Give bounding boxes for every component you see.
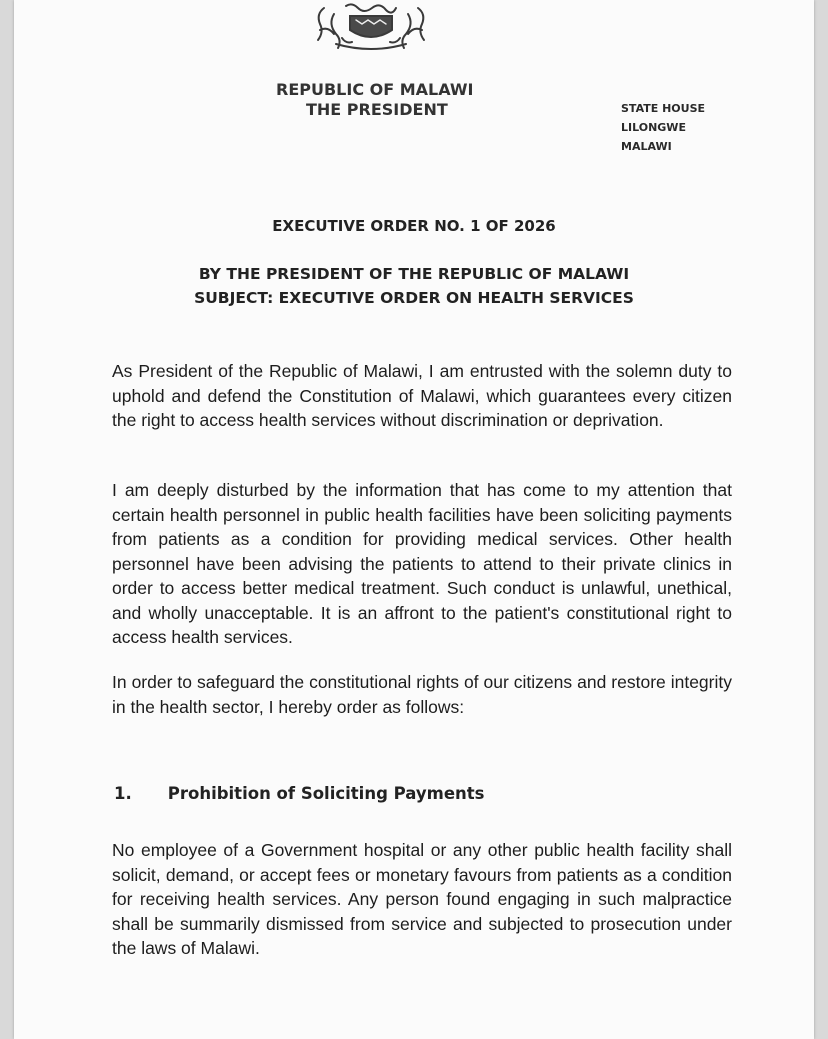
order-subtitle	[14, 262, 814, 310]
section-heading	[114, 784, 485, 803]
letterhead-title	[276, 80, 474, 120]
by-line: BY THE PRESIDENT OF THE REPUBLIC OF MALAWI	[198, 265, 630, 283]
coat-of-arms-emblem	[306, 0, 436, 52]
office-name: THE PRESIDENT	[306, 100, 448, 119]
section-body: No employee of a Government hospital or any other public health facility shall solicit, demand, or accept fees or monetary favours from patients as a condition for receiving health services. Any person found engaging in such malpractice shall be summarily dismissed from service and subjected to prosecution under the laws of Malawi.	[112, 840, 732, 958]
section-title: Prohibition of Soliciting Payments	[167, 784, 485, 803]
document-page	[14, 0, 814, 1039]
order-title: EXECUTIVE ORDER NO. 1 OF 2026	[272, 217, 556, 235]
paragraph-order-intro: In order to safeguard the constitutional rights of our citizens and restore integrity in the health sector, I hereby order as follows:	[112, 672, 732, 717]
paragraph-concern: I am deeply disturbed by the information that has come to my attention that certain health personnel in public health facilities have been soliciting payments from patients as a condition for providing medical services. Other health personnel have been advising the patients to attend to their private clinics in order to access better medical treatment. Such conduct is unlawful, unethical, and wholly unacceptable. It is an affront to the patient's constitutional right to access health services.	[112, 480, 732, 647]
paragraph-preamble: As President of the Republic of Malawi, I am entrusted with the solemn duty to uphold and defend the Constitution of Malawi, which guarantees every citizen the right to access health services without discrimination or deprivation.	[112, 361, 732, 430]
subject-line: SUBJECT: EXECUTIVE ORDER ON HEALTH SERVICES	[194, 289, 634, 307]
address-line: MALAWI	[621, 140, 672, 153]
address-line: STATE HOUSE	[621, 102, 706, 115]
address-line: LILONGWE	[621, 121, 686, 134]
section-number: 1.	[114, 784, 132, 803]
address-block	[621, 99, 705, 156]
republic-name: REPUBLIC OF MALAWI	[276, 80, 474, 99]
